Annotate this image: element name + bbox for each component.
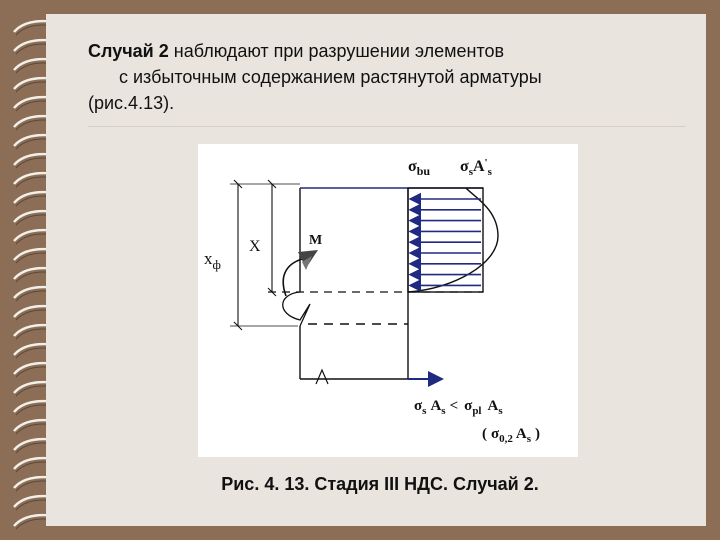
text-line-3: (рис.4.13).	[88, 93, 175, 113]
rebar-notch	[316, 370, 328, 384]
divider	[88, 126, 686, 127]
text-line-1	[88, 38, 698, 64]
case-heading: Случай 2	[88, 41, 169, 61]
section-outline	[300, 188, 408, 379]
label-sigma-bu: $\sigma_{bu}$	[408, 158, 431, 178]
text-line-2: с избыточным содержанием растянутой арматуры	[119, 67, 542, 87]
stress-block	[408, 188, 483, 292]
stress-diagram	[198, 144, 578, 457]
label-moment: M	[309, 233, 323, 248]
label-x: X	[249, 238, 261, 255]
section-break	[283, 292, 310, 326]
label-x-f: $x_ф$	[204, 249, 221, 272]
text-line-1-rest: наблюдают при разрушении элементов	[168, 41, 505, 61]
figure-4-13	[198, 144, 578, 457]
figure-caption: Рис. 4. 13. Стадия III НДС. Случай 2.	[221, 474, 539, 494]
dimension-lines	[230, 180, 300, 330]
label-yield-condition: ( $\sigma_{0,2}$ $A_s$ )	[482, 426, 541, 445]
body-text	[88, 38, 698, 116]
label-bottom-condition: $\sigma_s$ $A_s < \sigma_{pl}$ $A_s$	[414, 398, 503, 417]
label-sigma-s-as-prime: $\sigma_sA'_s$	[460, 157, 492, 178]
stress-curve	[408, 188, 498, 292]
